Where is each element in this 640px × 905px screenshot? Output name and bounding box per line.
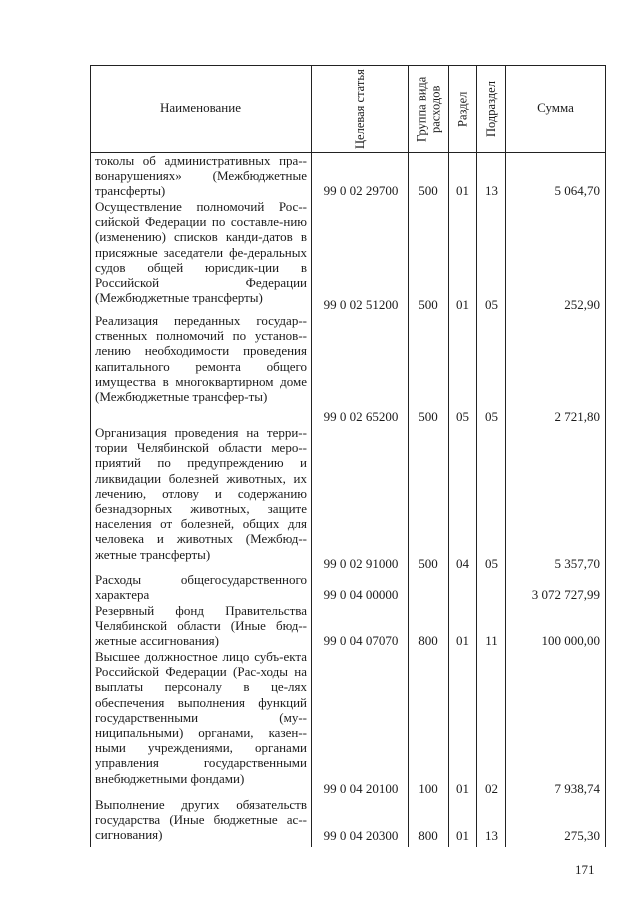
row-section: 01 bbox=[456, 183, 469, 198]
column-divider-sum bbox=[505, 65, 506, 847]
row-group: 800 bbox=[418, 828, 438, 843]
row-group: 800 bbox=[418, 633, 438, 648]
row-group: 500 bbox=[418, 556, 438, 571]
row-name: Осуществление полномочий Рос-сийской Федерации по составле-нию (изменению) списков канди-датов в присяжные заседатели фе-деральных судов общей юрисдик-ции в Российской Федерации (Межбюджетные трансферты) bbox=[95, 199, 307, 306]
row-article: 99 0 02 51200 bbox=[323, 297, 399, 312]
column-divider-subsection bbox=[476, 65, 477, 847]
row-sum: 2 721,80 bbox=[554, 409, 600, 424]
row-name: Организация проведения на терри-тории Челябинской области меро-приятий по предупреждению и ликвидации болезней животных, их лечению, отлову и содержанию безнадзорных животных, защите населения от болезней, общих для человека и животных (Межбюд-жетные трансферты) bbox=[95, 425, 307, 562]
row-group: 500 bbox=[418, 409, 438, 424]
table-right-border bbox=[605, 65, 606, 847]
table-left-border bbox=[90, 65, 91, 847]
row-article: 99 0 04 00000 bbox=[323, 587, 399, 602]
header-sum: Сумма bbox=[537, 100, 574, 115]
row-section: 05 bbox=[456, 409, 469, 424]
page-number: 171 bbox=[575, 862, 595, 877]
row-article: 99 0 02 29700 bbox=[323, 183, 399, 198]
header-name: Наименование bbox=[160, 100, 241, 115]
row-subsection: 05 bbox=[485, 409, 498, 424]
row-sum: 3 072 727,99 bbox=[531, 587, 600, 602]
row-subsection: 05 bbox=[485, 297, 498, 312]
row-article: 99 0 04 20300 bbox=[323, 828, 399, 843]
row-name: Реализация переданных государ-ственных полномочий по установ-лению необходимости проведения капитального ремонта общего имущества в многоквартирном доме (Межбюджетные трансфер-ты) bbox=[95, 313, 307, 405]
row-group: 500 bbox=[418, 297, 438, 312]
row-group: 500 bbox=[418, 183, 438, 198]
row-sum: 252,90 bbox=[564, 297, 600, 312]
column-divider-article bbox=[311, 65, 312, 847]
row-article: 99 0 02 65200 bbox=[323, 409, 399, 424]
header-group: Группа вида расходов bbox=[414, 76, 443, 142]
row-article: 99 0 02 91000 bbox=[323, 556, 399, 571]
row-article: 99 0 04 07070 bbox=[323, 633, 399, 648]
header-subsection: Подраздел bbox=[484, 81, 498, 137]
row-name: Расходы общегосударственного характера bbox=[95, 572, 307, 603]
row-name: Резервный фонд Правительства Челябинской области (Иные бюд-жетные ассигнования) bbox=[95, 603, 307, 649]
row-section: 04 bbox=[456, 556, 469, 571]
row-article: 99 0 04 20100 bbox=[323, 781, 399, 796]
row-section: 01 bbox=[456, 781, 469, 796]
row-section: 01 bbox=[456, 633, 469, 648]
row-subsection: 13 bbox=[485, 828, 498, 843]
row-subsection: 02 bbox=[485, 781, 498, 796]
row-sum: 275,30 bbox=[564, 828, 600, 843]
row-subsection: 11 bbox=[485, 633, 498, 648]
row-sum: 5 357,70 bbox=[554, 556, 600, 571]
row-name: Выполнение других обязательств государства (Иные бюджетные ас-сигнования) bbox=[95, 797, 307, 843]
header-article: Целевая статья bbox=[353, 69, 367, 149]
row-name: Высшее должностное лицо субъ-екта Российской Федерации (Рас-ходы на выплаты персоналу в це-лях обеспечения выполнения функций государственными (му-ниципальными) органами, казен-ными учреждениями, органами управления государственными внебюджетными фондами) bbox=[95, 649, 307, 786]
row-subsection: 05 bbox=[485, 556, 498, 571]
row-sum: 7 938,74 bbox=[554, 781, 600, 796]
row-sum: 5 064,70 bbox=[554, 183, 600, 198]
header-section: Раздел bbox=[455, 91, 470, 127]
row-group: 100 bbox=[418, 781, 438, 796]
row-sum: 100 000,00 bbox=[541, 633, 600, 648]
row-name: токолы об административных пра-вонарушениях» (Межбюджетные трансферты) bbox=[95, 153, 307, 199]
row-subsection: 13 bbox=[485, 183, 498, 198]
row-section: 01 bbox=[456, 828, 469, 843]
row-section: 01 bbox=[456, 297, 469, 312]
